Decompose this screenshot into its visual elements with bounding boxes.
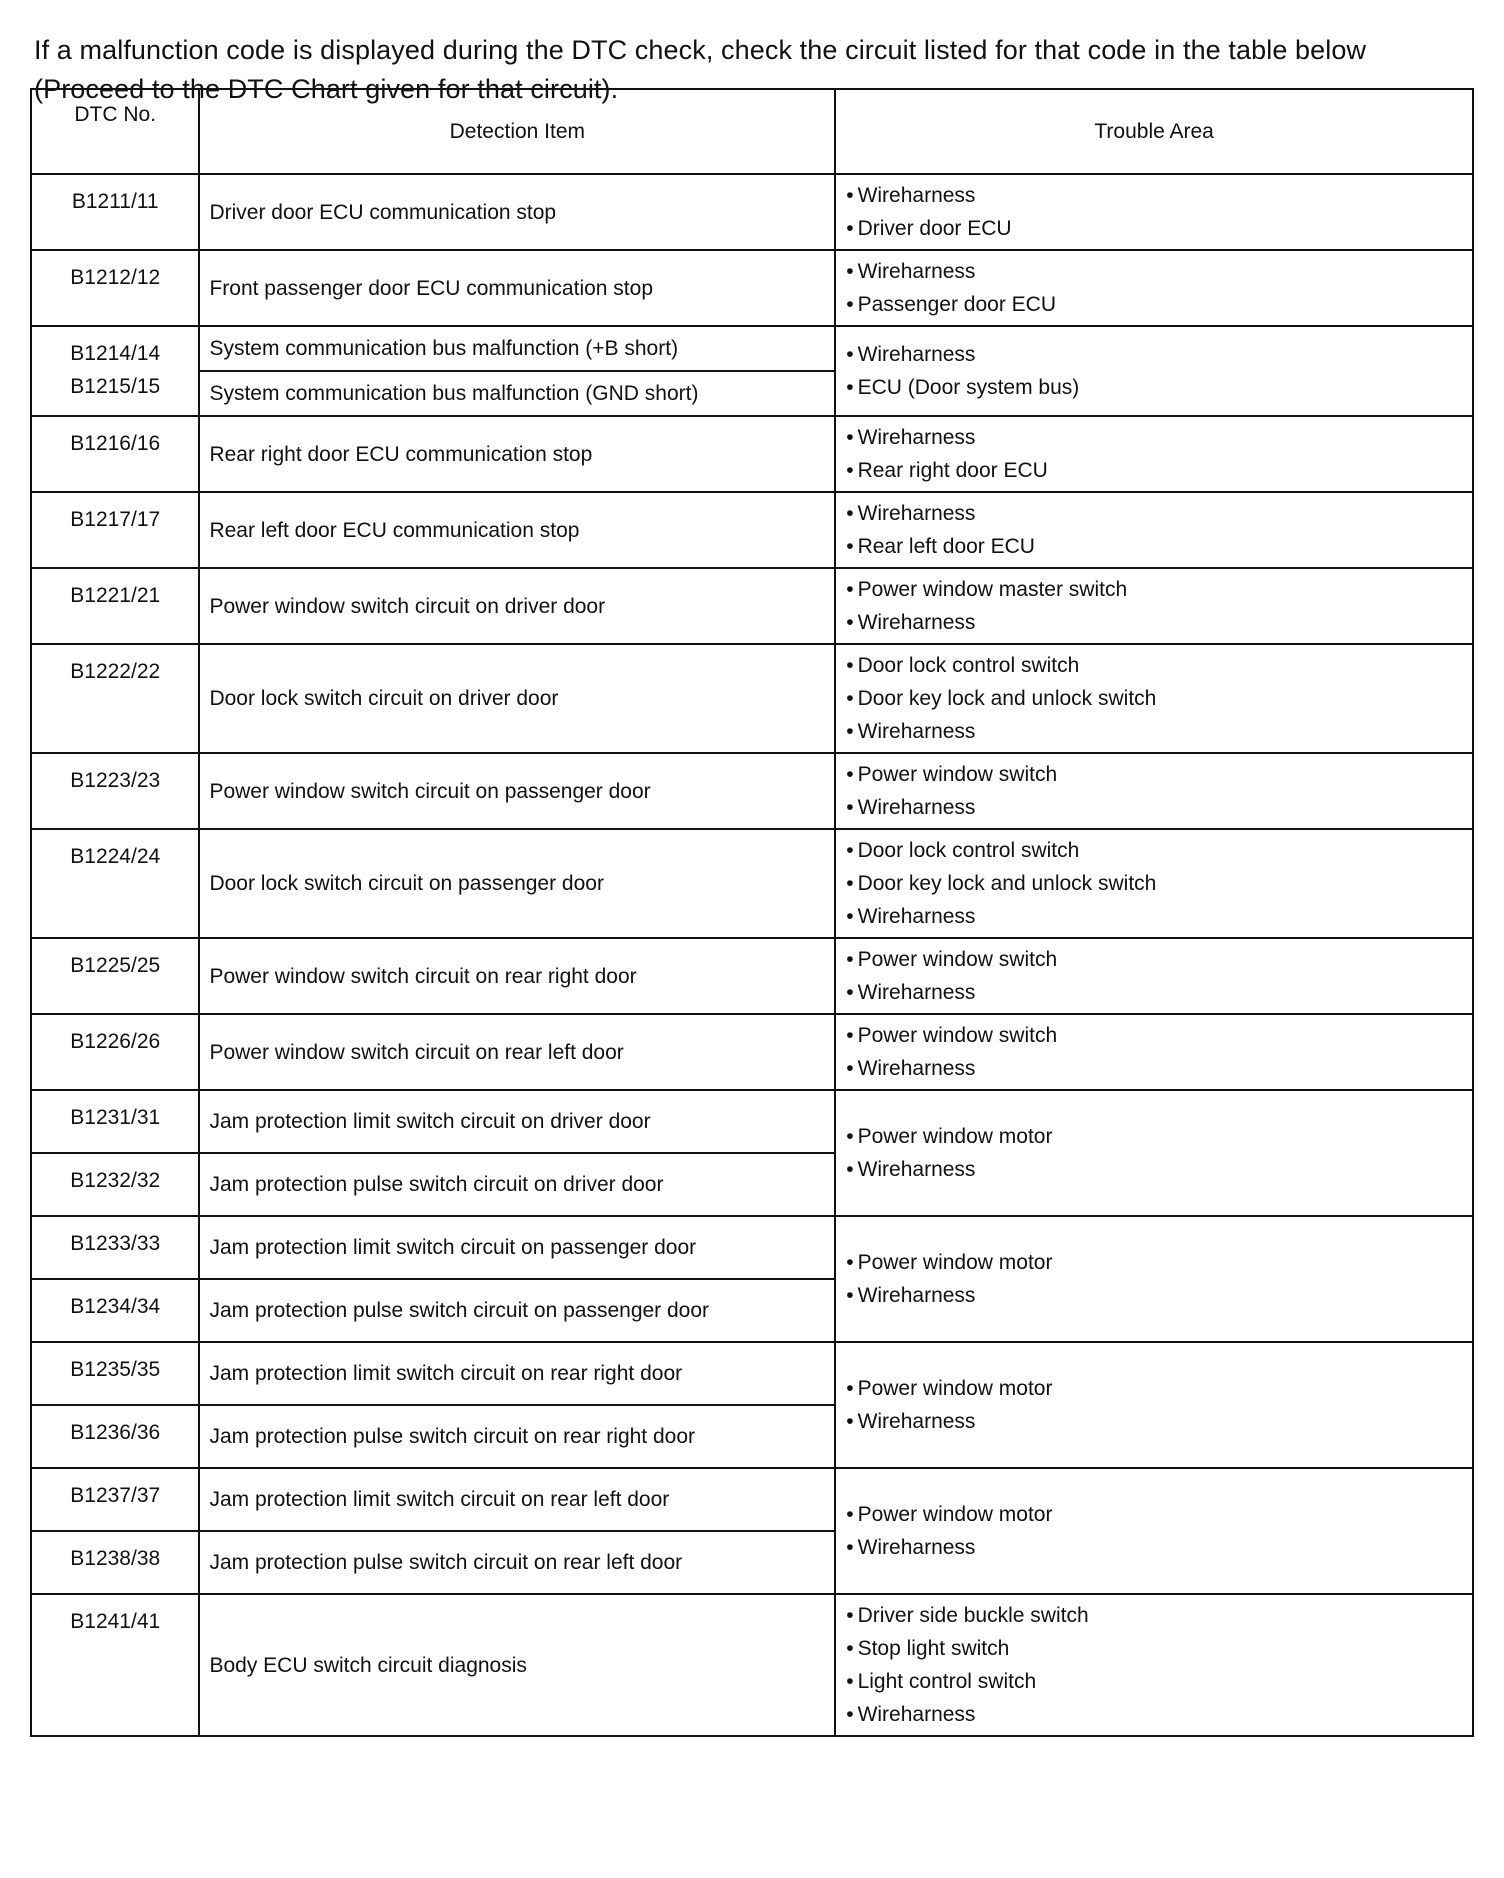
dtc-code: B1233/33 bbox=[31, 1216, 199, 1279]
detection-item: Jam protection limit switch circuit on driver door bbox=[199, 1090, 835, 1153]
table-row bbox=[31, 1594, 1473, 1736]
detection-item: Rear right door ECU communication stop bbox=[199, 416, 835, 492]
dtc-code: B1223/23 bbox=[31, 753, 199, 829]
table-row bbox=[31, 1014, 1473, 1090]
trouble-area-list bbox=[846, 1599, 1472, 1731]
trouble-area-item: • Wireharness bbox=[846, 497, 1472, 530]
detection-item: Driver door ECU communication stop bbox=[199, 174, 835, 250]
dtc-code: B1225/25 bbox=[31, 938, 199, 1014]
table-row bbox=[31, 326, 1473, 371]
dtc-code: B1241/41 bbox=[31, 1594, 199, 1736]
trouble-area bbox=[835, 1090, 1473, 1216]
trouble-area-item: • Door key lock and unlock switch bbox=[846, 867, 1472, 900]
trouble-area-list bbox=[846, 338, 1472, 404]
trouble-area-item: • Wireharness bbox=[846, 1405, 1472, 1438]
detection-item: Rear left door ECU communication stop bbox=[199, 492, 835, 568]
trouble-area bbox=[835, 829, 1473, 938]
detection-item: Jam protection pulse switch circuit on passenger door bbox=[199, 1279, 835, 1342]
trouble-area bbox=[835, 326, 1473, 416]
table-row bbox=[31, 250, 1473, 326]
trouble-area-item: • Wireharness bbox=[846, 900, 1472, 933]
trouble-area-list bbox=[846, 1372, 1472, 1438]
trouble-area-list bbox=[846, 758, 1472, 824]
table-row bbox=[31, 753, 1473, 829]
trouble-area bbox=[835, 644, 1473, 753]
trouble-area-item: • Rear left door ECU bbox=[846, 530, 1472, 563]
table-row bbox=[31, 1090, 1473, 1153]
trouble-area-item: • Power window switch bbox=[846, 1019, 1472, 1052]
trouble-area-list bbox=[846, 573, 1472, 639]
trouble-area-list bbox=[846, 421, 1472, 487]
detection-item: Power window switch circuit on rear left door bbox=[199, 1014, 835, 1090]
trouble-area-item: • Power window motor bbox=[846, 1120, 1472, 1153]
detection-item: Body ECU switch circuit diagnosis bbox=[199, 1594, 835, 1736]
dtc-code: B1222/22 bbox=[31, 644, 199, 753]
trouble-area bbox=[835, 250, 1473, 326]
dtc-code: B1224/24 bbox=[31, 829, 199, 938]
dtc-code: B1234/34 bbox=[31, 1279, 199, 1342]
table-row bbox=[31, 1342, 1473, 1405]
trouble-area bbox=[835, 174, 1473, 250]
dtc-code: B1226/26 bbox=[31, 1014, 199, 1090]
trouble-area-item: • Power window switch bbox=[846, 758, 1472, 791]
trouble-area bbox=[835, 1014, 1473, 1090]
trouble-area-list bbox=[846, 179, 1472, 245]
detection-item: Door lock switch circuit on driver door bbox=[199, 644, 835, 753]
trouble-area-item: • Wireharness bbox=[846, 1279, 1472, 1312]
trouble-area bbox=[835, 568, 1473, 644]
detection-item: System communication bus malfunction (GND short) bbox=[199, 371, 835, 416]
table-row bbox=[31, 644, 1473, 753]
trouble-area bbox=[835, 492, 1473, 568]
trouble-area-item: • Wireharness bbox=[846, 1153, 1472, 1186]
dtc-code: B1232/32 bbox=[31, 1153, 199, 1216]
table-row bbox=[31, 492, 1473, 568]
trouble-area-item: • Power window motor bbox=[846, 1246, 1472, 1279]
trouble-area-item: • Wireharness bbox=[846, 606, 1472, 639]
trouble-area-item: • ECU (Door system bus) bbox=[846, 371, 1472, 404]
table-row bbox=[31, 1468, 1473, 1531]
trouble-area bbox=[835, 416, 1473, 492]
dtc-code-cell bbox=[31, 326, 199, 416]
intro-paragraph: If a malfunction code is displayed during the DTC check, check the circuit listed for that code in the table below (Proceed to the DTC Chart given for that circuit). bbox=[34, 35, 1367, 104]
table-row bbox=[31, 938, 1473, 1014]
trouble-area-item: • Power window switch bbox=[846, 943, 1472, 976]
detection-item: Power window switch circuit on passenger door bbox=[199, 753, 835, 829]
trouble-area-item: • Door lock control switch bbox=[846, 834, 1472, 867]
trouble-area-item: • Wireharness bbox=[846, 1052, 1472, 1085]
dtc-code: B1211/11 bbox=[31, 174, 199, 250]
dtc-code: B1215/15 bbox=[70, 375, 161, 398]
dtc-code: B1214/14 bbox=[70, 342, 161, 365]
trouble-area-item: • Power window motor bbox=[846, 1498, 1472, 1531]
trouble-area-item: • Wireharness bbox=[846, 179, 1472, 212]
header-trouble-area: Trouble Area bbox=[835, 89, 1473, 174]
trouble-area-item: • Stop light switch bbox=[846, 1632, 1472, 1665]
trouble-area-list bbox=[846, 497, 1472, 563]
dtc-table bbox=[30, 88, 1474, 1737]
detection-item: Jam protection pulse switch circuit on rear right door bbox=[199, 1405, 835, 1468]
trouble-area bbox=[835, 938, 1473, 1014]
table-row bbox=[31, 568, 1473, 644]
trouble-area-list bbox=[846, 1120, 1472, 1186]
trouble-area-item: • Wireharness bbox=[846, 791, 1472, 824]
trouble-area-item: • Power window motor bbox=[846, 1372, 1472, 1405]
trouble-area-item: • Wireharness bbox=[846, 255, 1472, 288]
trouble-area-item: • Driver door ECU bbox=[846, 212, 1472, 245]
trouble-area-item: • Passenger door ECU bbox=[846, 288, 1472, 321]
trouble-area bbox=[835, 1216, 1473, 1342]
trouble-area-list bbox=[846, 1246, 1472, 1312]
trouble-area-list bbox=[846, 255, 1472, 321]
trouble-area-list bbox=[846, 1498, 1472, 1564]
detection-item: Jam protection limit switch circuit on rear right door bbox=[199, 1342, 835, 1405]
trouble-area-item: • Wireharness bbox=[846, 1531, 1472, 1564]
trouble-area-item: • Door key lock and unlock switch bbox=[846, 682, 1472, 715]
trouble-area-item: • Rear right door ECU bbox=[846, 454, 1472, 487]
detection-item: Jam protection limit switch circuit on passenger door bbox=[199, 1216, 835, 1279]
table-row bbox=[31, 829, 1473, 938]
trouble-area-item: • Driver side buckle switch bbox=[846, 1599, 1472, 1632]
header-row bbox=[31, 89, 1473, 174]
trouble-area bbox=[835, 753, 1473, 829]
dtc-code: B1237/37 bbox=[31, 1468, 199, 1531]
dtc-code: B1216/16 bbox=[31, 416, 199, 492]
trouble-area-item: • Wireharness bbox=[846, 976, 1472, 1009]
trouble-area bbox=[835, 1594, 1473, 1736]
dtc-code: B1236/36 bbox=[31, 1405, 199, 1468]
trouble-area bbox=[835, 1468, 1473, 1594]
dtc-code: B1231/31 bbox=[31, 1090, 199, 1153]
dtc-code: B1235/35 bbox=[31, 1342, 199, 1405]
dtc-code: B1212/12 bbox=[31, 250, 199, 326]
detection-item: Power window switch circuit on rear right door bbox=[199, 938, 835, 1014]
trouble-area-list bbox=[846, 1019, 1472, 1085]
trouble-area-item: • Wireharness bbox=[846, 715, 1472, 748]
trouble-area-list bbox=[846, 834, 1472, 933]
trouble-area-item: • Wireharness bbox=[846, 338, 1472, 371]
trouble-area-item: • Wireharness bbox=[846, 421, 1472, 454]
detection-item: Front passenger door ECU communication stop bbox=[199, 250, 835, 326]
detection-item: System communication bus malfunction (+B short) bbox=[199, 326, 835, 371]
detection-item: Door lock switch circuit on passenger door bbox=[199, 829, 835, 938]
trouble-area bbox=[835, 1342, 1473, 1468]
trouble-area-item: • Power window master switch bbox=[846, 573, 1472, 606]
dtc-table-body bbox=[31, 174, 1473, 1736]
dtc-code: B1221/21 bbox=[31, 568, 199, 644]
dtc-code: B1238/38 bbox=[31, 1531, 199, 1594]
detection-item: Jam protection pulse switch circuit on driver door bbox=[199, 1153, 835, 1216]
trouble-area-item: • Light control switch bbox=[846, 1665, 1472, 1698]
table-row bbox=[31, 416, 1473, 492]
trouble-area-list bbox=[846, 943, 1472, 1009]
header-detection-item: Detection Item bbox=[199, 89, 835, 174]
detection-item: Power window switch circuit on driver door bbox=[199, 568, 835, 644]
detection-item: Jam protection pulse switch circuit on rear left door bbox=[199, 1531, 835, 1594]
trouble-area-list bbox=[846, 649, 1472, 748]
trouble-area-item: • Wireharness bbox=[846, 1698, 1472, 1731]
header-dtc-no: DTC No. bbox=[31, 89, 199, 174]
trouble-area-item: • Door lock control switch bbox=[846, 649, 1472, 682]
table-row bbox=[31, 174, 1473, 250]
table-row bbox=[31, 1216, 1473, 1279]
detection-item: Jam protection limit switch circuit on rear left door bbox=[199, 1468, 835, 1531]
dtc-code: B1217/17 bbox=[31, 492, 199, 568]
